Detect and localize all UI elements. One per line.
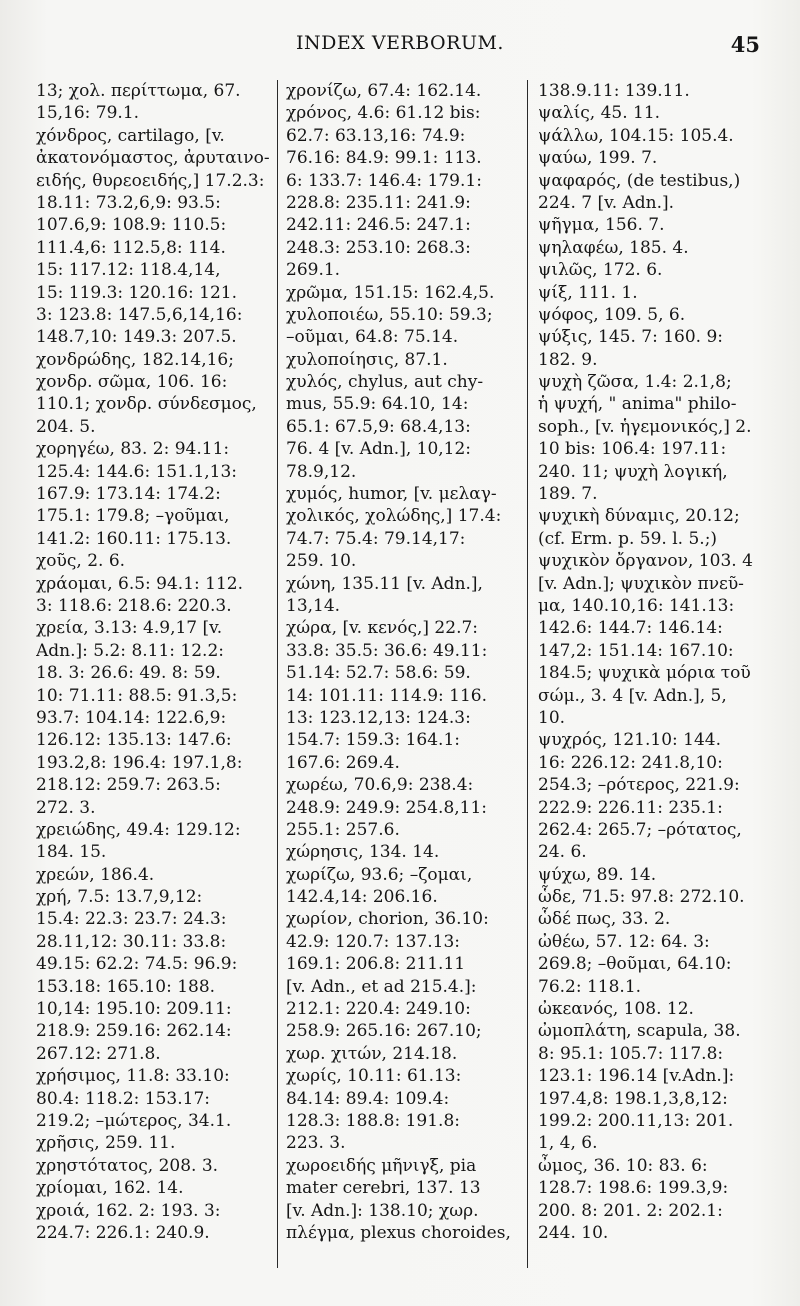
index-line: [v. Adn.]; ψυχικὸν πνεῦ-: [538, 573, 744, 594]
index-line: χρίομαι, 162. 14.: [36, 1178, 184, 1199]
index-line: 218.9: 259.16: 262.14:: [36, 1021, 232, 1042]
index-line: 154.7: 159.3: 164.1:: [286, 730, 460, 751]
index-line: χρηστότατος, 208. 3.: [36, 1155, 219, 1176]
index-line: 74.7: 75.4: 79.14,17:: [286, 528, 466, 549]
index-line: 93.7: 104.14: 122.6,9:: [36, 707, 227, 728]
index-line: ἀκατονόμαστος, ἀρυταινο-: [36, 148, 270, 169]
index-line: 142.6: 144.7: 146.14:: [538, 618, 723, 639]
index-line: 18. 3: 26.6: 49. 8: 59.: [36, 663, 221, 684]
index-line: 128.7: 198.6: 199.3,9:: [538, 1178, 729, 1199]
index-line: χράομαι, 6.5: 94.1: 112.: [36, 573, 244, 594]
running-title: INDEX VERBORUM.: [296, 32, 504, 54]
index-line: 167.9: 173.14: 174.2:: [36, 484, 221, 505]
index-line: 184. 15.: [36, 842, 107, 863]
index-line: ὠμοπλάτη, scapula, 38.: [538, 1021, 741, 1042]
index-line: 76.2: 118.1.: [538, 976, 642, 997]
index-line: 10.: [538, 707, 566, 728]
index-line: χόνδρος, cartilago, [v.: [36, 125, 225, 146]
index-line: 42.9: 120.7: 137.13:: [286, 931, 460, 952]
index-line: 212.1: 220.4: 249.10:: [286, 999, 471, 1020]
index-line: χορηγέω, 83. 2: 94.11:: [36, 439, 230, 460]
index-line: 62.7: 63.13,16: 74.9:: [286, 125, 466, 146]
index-line: 15.4: 22.3: 23.7: 24.3:: [36, 909, 227, 930]
index-line: 269.1.: [286, 260, 341, 281]
index-line: χυμός, humor, [v. μελαγ-: [286, 484, 497, 505]
index-line: 244. 10.: [538, 1222, 609, 1243]
index-line: χωρίον, chorion, 36.10:: [286, 909, 489, 930]
index-line: 76. 4 [v. Adn.], 10,12:: [286, 439, 472, 460]
index-line: 3: 123.8: 147.5,6,14,16:: [36, 304, 243, 325]
index-line: χρῆσις, 259. 11.: [36, 1133, 176, 1154]
index-line: 248.9: 249.9: 254.8,11:: [286, 797, 488, 818]
index-line: 197.4,8: 198.1,3,8,12:: [538, 1088, 728, 1109]
index-line: ψυχὴ ζῶσα, 1.4: 2.1,8;: [538, 372, 732, 393]
index-line: 142.4,14: 206.16.: [286, 887, 438, 908]
index-line: χρεία, 3.13: 4.9,17 [v.: [36, 618, 223, 639]
index-line: 128.3: 188.8: 191.8:: [286, 1110, 460, 1131]
index-line: χροιά, 162. 2: 193. 3:: [36, 1200, 221, 1221]
index-line: χονδρώδης, 182.14,16;: [36, 349, 234, 370]
index-line: χωρέω, 70.6,9: 238.4:: [286, 775, 474, 796]
index-line: 267.12: 271.8.: [36, 1043, 161, 1064]
index-line: ψαύω, 199. 7.: [538, 148, 658, 169]
index-line: 222.9: 226.11: 235.1:: [538, 797, 723, 818]
index-line: 193.2,8: 196.4: 197.1,8:: [36, 752, 243, 773]
index-line: ἡ ψυχή, " anima" philo-: [538, 394, 737, 415]
index-line: 126.12: 135.13: 147.6:: [36, 730, 232, 751]
index-line: 223. 3.: [286, 1133, 346, 1154]
index-line: ὦμος, 36. 10: 83. 6:: [538, 1155, 708, 1176]
index-line: χωρίς, 10.11: 61.13:: [286, 1066, 462, 1087]
index-line: mus, 55.9: 64.10, 14:: [286, 394, 469, 415]
index-line: 248.3: 253.10: 268.3:: [286, 237, 471, 258]
index-line: 199.2: 200.11,13: 201.: [538, 1110, 734, 1131]
index-line: ὠθέω, 57. 12: 64. 3:: [538, 931, 710, 952]
index-line: ψόφος, 109. 5, 6.: [538, 304, 686, 325]
index-line: χρειώδης, 49.4: 129.12:: [36, 819, 241, 840]
page-header: [0, 32, 800, 62]
page-number: 45: [730, 32, 760, 57]
index-line: ειδής, θυρεοειδής,] 17.2.3:: [36, 170, 265, 191]
index-line: 1, 4, 6.: [538, 1133, 598, 1154]
index-line: ψάλλω, 104.15: 105.4.: [538, 125, 734, 146]
index-line: χρῶμα, 151.15: 162.4,5.: [286, 282, 495, 303]
index-line: Adn.]: 5.2: 8.11: 12.2:: [36, 640, 225, 661]
index-line: χυλοποιέω, 55.10: 59.3;: [286, 304, 493, 325]
index-line: 18.11: 73.2,6,9: 93.5:: [36, 192, 221, 213]
index-line: 259. 10.: [286, 551, 357, 572]
index-line: 13: 123.12,13: 124.3:: [286, 707, 471, 728]
index-line: ψυχικὸν ὄργανον, 103. 4: [538, 551, 753, 572]
index-line: ψυχικὴ δύναμις, 20.12;: [538, 506, 740, 527]
index-line: 10: 71.11: 88.5: 91.3,5:: [36, 685, 238, 706]
index-line: χοῦς, 2. 6.: [36, 551, 126, 572]
index-line: 218.12: 259.7: 263.5:: [36, 775, 221, 796]
index-line: 6: 133.7: 146.4: 179.1:: [286, 170, 482, 191]
index-line: 13,14.: [286, 595, 341, 616]
index-line: ψύχω, 89. 14.: [538, 864, 657, 885]
index-line: χυλοποίησις, 87.1.: [286, 349, 448, 370]
index-line: 10 bis: 106.4: 197.11:: [538, 439, 727, 460]
index-line: 138.9.11: 139.11.: [538, 81, 690, 101]
index-line: ψιλῶς, 172. 6.: [538, 260, 663, 281]
index-line: 15,16: 79.1.: [36, 103, 140, 124]
index-line: ψυχρός, 121.10: 144.: [538, 730, 721, 751]
index-line: 24. 6.: [538, 842, 587, 863]
index-line: 10,14: 195.10: 209.11:: [36, 999, 232, 1020]
index-line: μα, 140.10,16: 141.13:: [538, 595, 735, 616]
index-line: 184.5; ψυχικὰ μόρια τοῦ: [538, 663, 751, 684]
index-line: 76.16: 84.9: 99.1: 113.: [286, 148, 482, 169]
index-line: (cf. Erm. p. 59. l. 5.;): [538, 528, 718, 549]
index-line: 141.2: 160.11: 175.13.: [36, 528, 232, 549]
index-line: 125.4: 144.6: 151.1,13:: [36, 461, 238, 482]
index-line: soph., [v. ἡγεμονικός,] 2.: [538, 416, 752, 437]
index-line: 182. 9.: [538, 349, 598, 370]
index-line: 33.8: 35.5: 36.6: 49.11:: [286, 640, 488, 661]
index-line: mater cerebri, 137. 13: [286, 1178, 481, 1199]
index-line: χρόνος, 4.6: 61.12 bis:: [286, 103, 481, 124]
index-line: 175.1: 179.8; –γοῦμαι,: [36, 506, 230, 527]
index-line: ψαφαρός, (de testibus,): [538, 170, 741, 191]
index-line: χρήσιμος, 11.8: 33.10:: [36, 1066, 230, 1087]
index-line: 228.8: 235.11: 241.9:: [286, 192, 471, 213]
index-line: ψῆγμα, 156. 7.: [538, 215, 665, 236]
index-line: 262.4: 265.7; –ρότατος,: [538, 819, 742, 840]
index-line: 65.1: 67.5,9: 68.4,13:: [286, 416, 471, 437]
index-line: 258.9: 265.16: 267.10;: [286, 1021, 482, 1042]
index-line: ψύξις, 145. 7: 160. 9:: [538, 327, 724, 348]
index-line: 148.7,10: 149.3: 207.5.: [36, 327, 237, 348]
index-column-1: [36, 80, 272, 1280]
index-line: ὠκεανός, 108. 12.: [538, 999, 694, 1020]
index-line: 111.4,6: 112.5,8: 114.: [36, 237, 226, 258]
index-line: χωρ. χιτών, 214.18.: [286, 1043, 458, 1064]
index-line: 14: 101.11: 114.9: 116.: [286, 685, 488, 706]
index-line: 15: 119.3: 120.16: 121.: [36, 282, 238, 303]
index-line: 169.1: 206.8: 211.11: [286, 954, 466, 975]
index-line: χρονίζω, 67.4: 162.14.: [286, 81, 482, 101]
index-line: 189. 7.: [538, 484, 598, 505]
index-line: 13; χολ. περίττωμα, 67.: [36, 81, 241, 101]
column-divider: [527, 80, 528, 1268]
index-line: 153.18: 165.10: 188.: [36, 976, 216, 997]
index-line: 49.15: 62.2: 74.5: 96.9:: [36, 954, 238, 975]
index-line: ὧδε, 71.5: 97.8: 272.10.: [538, 887, 745, 908]
index-line: 123.1: 196.14 [v.Adn.]:: [538, 1066, 735, 1087]
index-line: χωρίζω, 93.6; –ζομαι,: [286, 864, 473, 885]
index-line: 167.6: 269.4.: [286, 752, 400, 773]
index-line: 110.1; χονδρ. σύνδεσμος,: [36, 394, 257, 415]
index-line: 8: 95.1: 105.7: 117.8:: [538, 1043, 724, 1064]
index-line: 147,2: 151.14: 167.10:: [538, 640, 734, 661]
index-line: σώμ., 3. 4 [v. Adn.], 5,: [538, 685, 727, 706]
index-line: χώνη, 135.11 [v. Adn.],: [286, 573, 483, 594]
index-line: 219.2; –μώτερος, 34.1.: [36, 1110, 232, 1131]
index-line: 224. 7 [v. Adn.].: [538, 192, 675, 213]
index-line: 16: 226.12: 241.8,10:: [538, 752, 723, 773]
index-line: χρή, 7.5: 13.7,9,12:: [36, 887, 203, 908]
index-line: χώρησις, 134. 14.: [286, 842, 440, 863]
index-line: 240. 11; ψυχὴ λογική,: [538, 461, 728, 482]
index-line: 224.7: 226.1: 240.9.: [36, 1222, 210, 1243]
index-line: ψαλίς, 45. 11.: [538, 103, 661, 124]
index-line: χωροειδής μῆνιγξ, pia: [286, 1155, 477, 1176]
index-line: 269.8; –θοῦμαι, 64.10:: [538, 954, 732, 975]
index-line: ὧδέ πως, 33. 2.: [538, 909, 671, 930]
index-line: 242.11: 246.5: 247.1:: [286, 215, 471, 236]
index-line: [v. Adn., et ad 215.4.]:: [286, 976, 477, 997]
column-divider: [277, 80, 278, 1268]
index-line: ψίξ, 111. 1.: [538, 282, 638, 303]
index-line: [v. Adn.]: 138.10; χωρ.: [286, 1200, 479, 1221]
index-column-2: [286, 80, 522, 1280]
index-line: –οῦμαι, 64.8: 75.14.: [286, 327, 459, 348]
index-line: 255.1: 257.6.: [286, 819, 400, 840]
index-line: χώρα, [v. κενός,] 22.7:: [286, 618, 479, 639]
index-line: 204. 5.: [36, 416, 96, 437]
index-line: χολικός, χολώδης,] 17.4:: [286, 506, 502, 527]
index-line: χονδρ. σῶμα, 106. 16:: [36, 372, 228, 393]
index-line: 3: 118.6: 218.6: 220.3.: [36, 595, 232, 616]
index-line: 254.3; –ρότερος, 221.9:: [538, 775, 740, 796]
index-line: 51.14: 52.7: 58.6: 59.: [286, 663, 471, 684]
index-line: 84.14: 89.4: 109.4:: [286, 1088, 450, 1109]
index-line: 28.11,12: 30.11: 33.8:: [36, 931, 227, 952]
index-line: 107.6,9: 108.9: 110.5:: [36, 215, 227, 236]
index-line: 15: 117.12: 118.4,14,: [36, 260, 221, 281]
index-line: 80.4: 118.2: 153.17:: [36, 1088, 210, 1109]
index-line: χρεών, 186.4.: [36, 864, 155, 885]
index-line: 200. 8: 201. 2: 202.1:: [538, 1200, 723, 1221]
index-line: χυλός, chylus, aut chy-: [286, 372, 484, 393]
index-line: 272. 3.: [36, 797, 96, 818]
index-line: πλέγμα, plexus choroides,: [286, 1222, 511, 1243]
index-line: ψηλαφέω, 185. 4.: [538, 237, 689, 258]
index-column-3: [538, 80, 774, 1280]
index-line: 78.9,12.: [286, 461, 357, 482]
